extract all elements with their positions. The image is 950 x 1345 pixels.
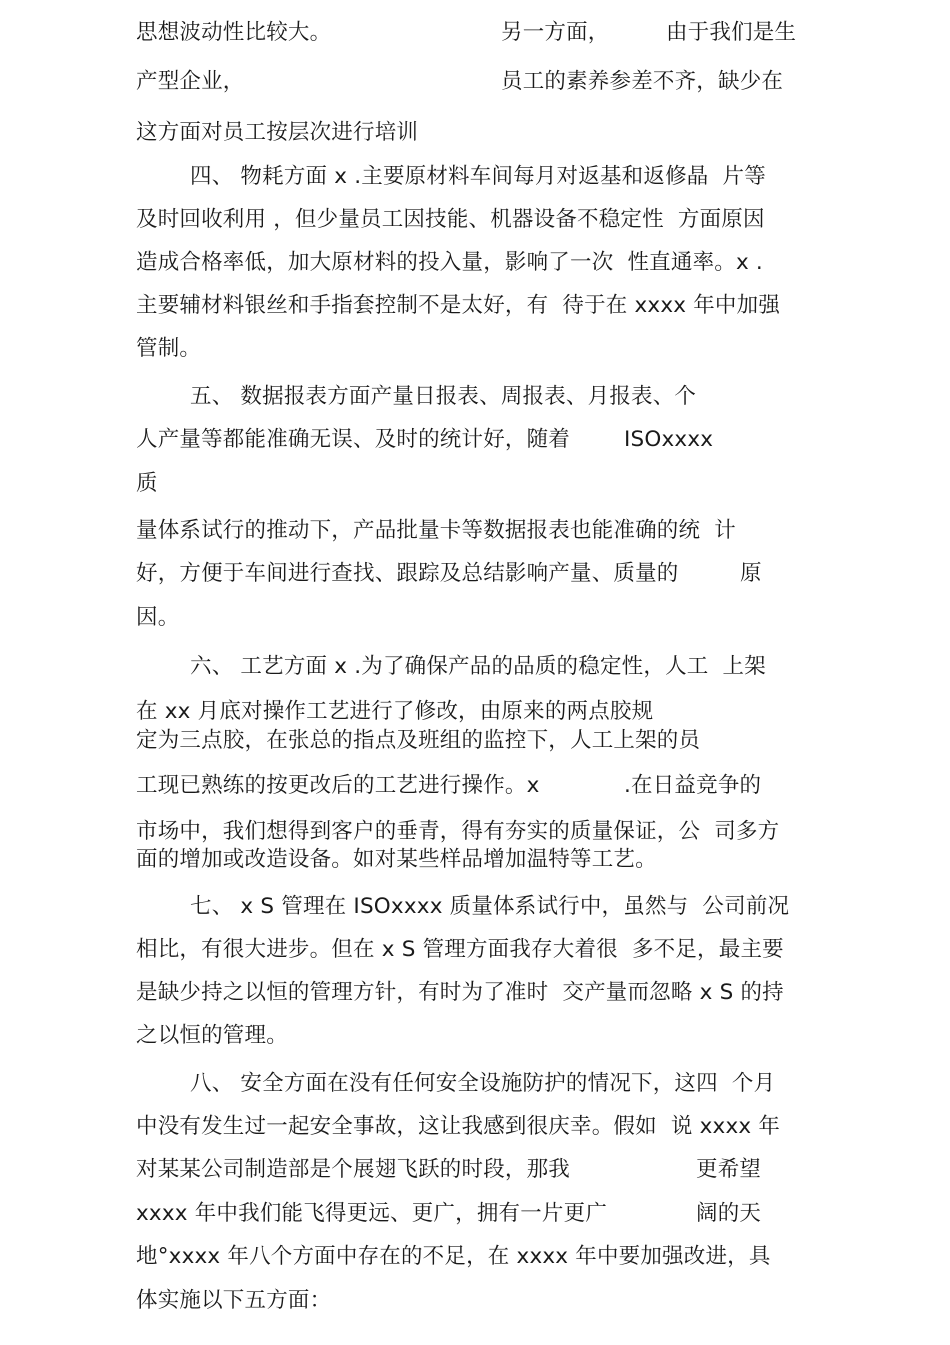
text-line: 地°xxxx 年八个方面中存在的不足，在 xxxx 年中要加强改进，具: [136, 1244, 771, 1269]
text-line: 相比，有很大进步。但在 x S 管理方面我存大着很 多不足，最主要: [136, 937, 784, 962]
text-line: 及时回收利用 ，但少量员工因技能、机器设备不稳定性 方面原因: [136, 207, 765, 232]
text-segment: .在日益竞争的: [624, 773, 762, 798]
text-line: 定为三点胶，在张总的指点及班组的监控下，人工上架的员: [136, 728, 701, 753]
text-line: 质: [136, 471, 158, 496]
text-line: 中没有发生过一起安全事故，这让我感到很庆幸。假如 说 xxxx 年: [136, 1114, 781, 1139]
text-line: [136, 559, 762, 589]
text-segment: xxxx 年中我们能飞得更远、更广，拥有一片更广: [136, 1201, 608, 1226]
text-line: 在 xx 月底对操作工艺进行了修改，由原来的两点胶规: [136, 699, 654, 724]
text-segment: 更希望: [696, 1157, 762, 1182]
text-segment: 好，方便于车间进行查找、跟踪及总结影响产量、质量的: [136, 561, 679, 586]
text-segment: 员工的素养参差不齐，缺少在: [501, 69, 784, 94]
text-line: 是缺少持之以恒的管理方针，有时为了准时 交产量而忽略 x S 的持: [136, 980, 784, 1005]
text-line: 体实施以下五方面：: [136, 1288, 332, 1313]
text-line: [136, 1155, 762, 1185]
text-line: 因。: [136, 605, 180, 630]
text-line: 八、 安全方面在没有任何安全设施防护的情况下，这四 个月: [190, 1071, 776, 1096]
text-line: 市场中，我们想得到客户的垂青，得有夯实的质量保证，公 司多方: [136, 819, 780, 844]
text-segment: 产型企业，: [136, 69, 245, 94]
text-segment: 原: [740, 561, 762, 586]
text-line: 四、 物耗方面 x .主要原材料车间每月对返基和返修晶 片等: [190, 164, 766, 189]
text-segment: 人产量等都能准确无误、及时的统计好，随着: [136, 427, 571, 452]
text-line: 量体系试行的推动下，产品批量卡等数据报表也能准确的统 计: [136, 518, 736, 543]
text-line: [136, 18, 797, 48]
text-segment: 由于我们是生: [666, 20, 797, 45]
text-line: 造成合格率低，加大原材料的投入量，影响了一次 性直通率。x .: [136, 250, 763, 275]
text-segment: ISOxxxx: [624, 427, 714, 452]
text-line: 五、 数据报表方面产量日报表、周报表、月报表、个: [190, 384, 697, 409]
text-line: 主要辅材料银丝和手指套控制不是太好，有 待于在 xxxx 年中加强: [136, 293, 781, 318]
text-line: 七、 x S 管理在 ISOxxxx 质量体系试行中，虽然与 公司前况: [190, 894, 790, 919]
text-line: [136, 771, 762, 801]
text-segment: 对某某公司制造部是个展翅飞跃的时段，那我: [136, 1157, 571, 1182]
text-segment: 思想波动性比较大。: [136, 20, 332, 45]
text-line: [136, 1199, 762, 1229]
text-line: 六、 工艺方面 x .为了确保产品的品质的稳定性，人工 上架: [190, 654, 766, 679]
text-line: 之以恒的管理。: [136, 1023, 288, 1048]
text-line: 管制。: [136, 336, 202, 361]
text-segment: 另一方面，: [501, 20, 610, 45]
text-segment: 工现已熟练的按更改后的工艺进行操作。x: [136, 773, 540, 798]
text-line: 这方面对员工按层次进行培训: [136, 120, 419, 145]
text-line: [136, 67, 784, 97]
text-line: [136, 425, 714, 455]
text-line: 面的增加或改造设备。如对某些样品增加温特等工艺。: [136, 847, 657, 872]
text-segment: 阔的天: [696, 1201, 762, 1226]
